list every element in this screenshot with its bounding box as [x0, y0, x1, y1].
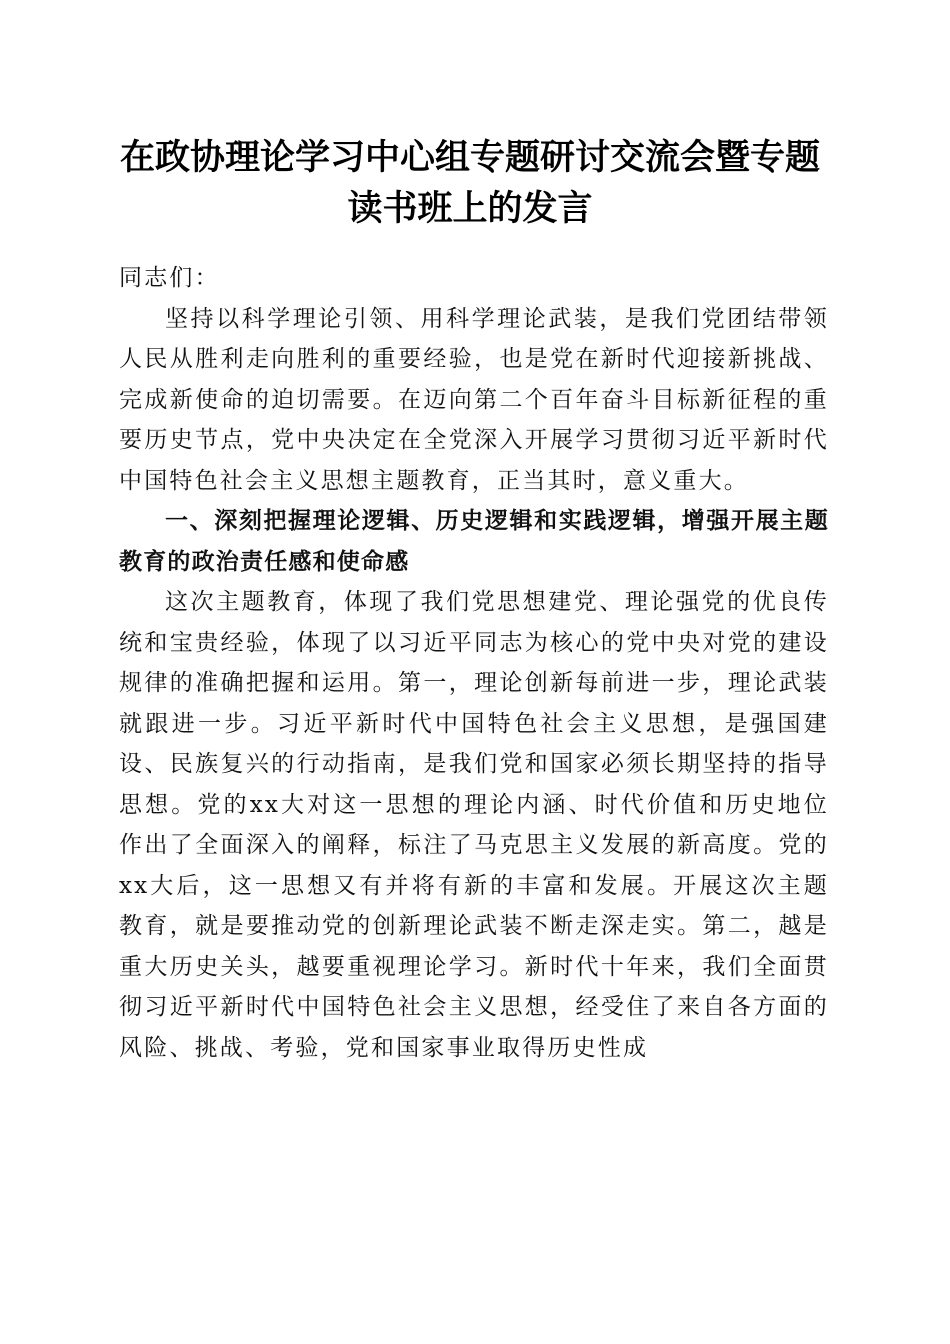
- document-title: [100, 132, 840, 234]
- document-body: [119, 258, 829, 1068]
- title-line-1: 在政协理论学习中心组专题研讨交流会暨专题: [119, 137, 820, 178]
- paragraph-intro: 坚持以科学理论引领、用科学理论武装，是我们党团结带领人民从胜利走向胜利的重要经验，也是党在新时代迎接新挑战、完成新使命的迫切需要。在迈向第二个百年奋斗目标新征程的重要历史节点，党中央决定在全党深入开展学习贯彻习近平新时代中国特色社会主义思想主题教育，正当其时，意义重大。: [119, 305, 829, 494]
- title-line-2: 读书班上的发言: [347, 188, 593, 229]
- section-heading-1: 一、深刻把握理论逻辑、历史逻辑和实践逻辑，增强开展主题教育的政治责任感和使命感: [119, 508, 829, 575]
- salutation: 同志们：: [119, 265, 220, 291]
- paragraph-section-1: 这次主题教育，体现了我们党思想建党、理论强党的优良传统和宝贵经验，体现了以习近平同志为核心的党中央对党的建设规律的准确把握和运用。第一，理论创新每前进一步，理论武装就跟进一步。习近平新时代中国特色社会主义思想，是强国建设、民族复兴的行动指南，是我们党和国家必须长期坚持的指导思想。党的xx大对这一思想的理论内涵、时代价值和历史地位作出了全面深入的阐释，标注了马克思主义发展的新高度。党的xx大后，这一思想又有并将有新的丰富和发展。开展这次主题教育，就是要推动党的创新理论武装不断走深走实。第二，越是重大历史关头，越要重视理论学习。新时代十年来，我们全面贯彻习近平新时代中国特色社会主义思想，经受住了来自各方面的风险、挑战、考验，党和国家事业取得历史性成: [119, 589, 829, 1061]
